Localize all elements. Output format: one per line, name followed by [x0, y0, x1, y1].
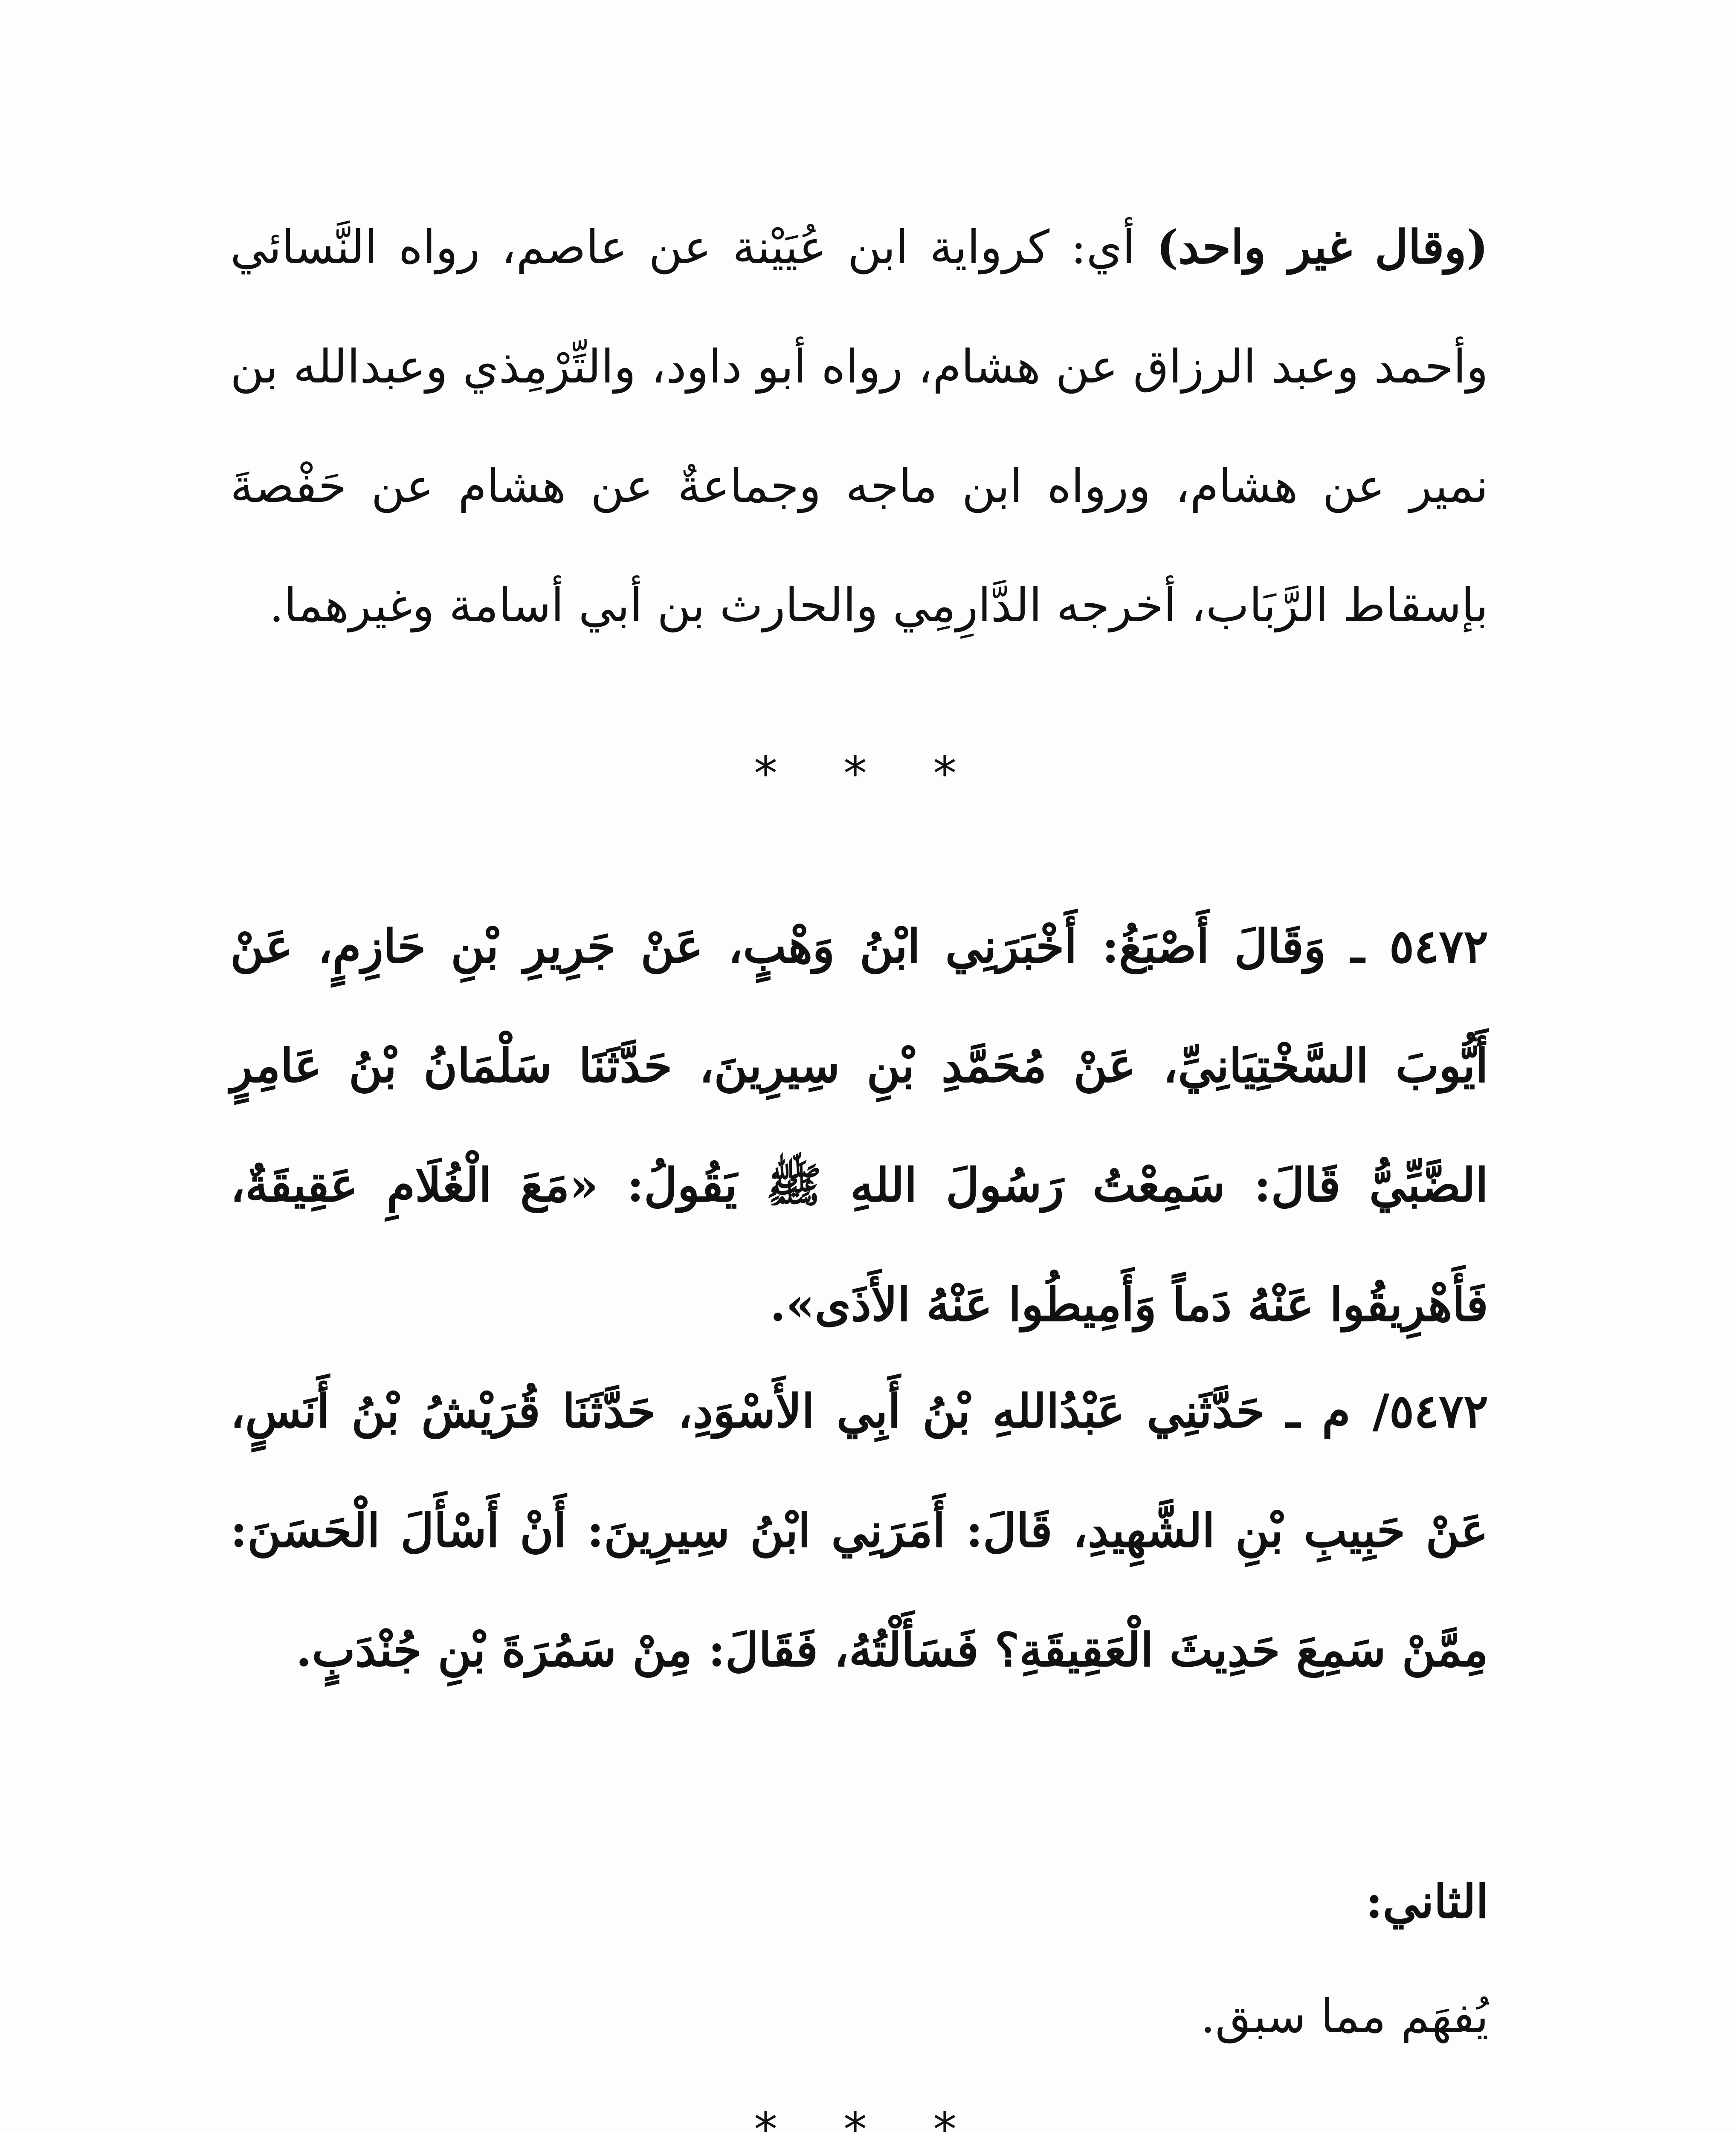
commentary-text: أي: كرواية ابن عُيَيْنة عن عاصم، رواه النَّسائي وأحمد وعبد الرزاق عن هشام، رواه أبو داود، والتِّرْمِذي وعبدالله بن نمير عن هشام، ورواه ابن ماجه وجماعةٌ عن هشام عن حَفْصةَ بإسقاط الرَّبَاب، أخرجه الدَّارِمِي والحارث بن أبي أسامة وغيرهما. — [230, 221, 1488, 632]
hadith-paragraph-5472 — [230, 887, 1488, 1364]
commentary-paragraph — [230, 188, 1488, 666]
commentary-lead: (وقال غير واحد) — [1156, 220, 1488, 274]
second-text: يُفهَم مما سبق. — [1200, 1990, 1489, 2043]
section-separator: * * * — [754, 2102, 982, 2132]
hadith-text: ـ حَدَّثَنِي عَبْدُاللهِ بْنُ أَبِي الأَسْوَدِ، حَدَّثَنَا قُرَيْشُ بْنُ أَنَسٍ، عَنْ حَبِيبِ بْنِ الشَّهِيدِ، قَالَ: أَمَرَنِي ابْنُ سِيرِينَ: أَنْ أَسْأَلَ الْحَسَنَ: مِمَّنْ سَمِعَ حَدِيثَ الْعَقِيقَةِ؟ فَسَأَلْتُهُ، فَقَالَ: مِنْ سَمُرَةَ بْنِ جُنْدَبٍ. — [230, 1385, 1488, 1677]
hadith-text: ـ وَقَالَ أَصْبَغُ: أَخْبَرَنِي ابْنُ وَهْبٍ، عَنْ جَرِيرِ بْنِ حَازِمٍ، عَنْ أَيُّوبَ السَّخْتِيَانِيِّ، عَنْ مُحَمَّدِ بْنِ سِيرِينَ، حَدَّثَنَا سَلْمَانُ بْنُ عَامِرٍ الضَّبِّيُّ قَالَ: سَمِعْتُ رَسُولَ اللهِ ﷺ يَقُولُ: «مَعَ الْغُلَامِ عَقِيقَةٌ، فَأَهْرِيقُوا عَنْهُ دَماً وَأَمِيطُوا عَنْهُ الأَذَى». — [230, 920, 1488, 1332]
hadith-number: ٥٤٧٢ — [1389, 920, 1488, 973]
section-separator: * * * — [754, 746, 982, 801]
hadith-number: ٥٤٧٢/ م — [1322, 1385, 1488, 1438]
second-heading: الثاني: — [1365, 1875, 1489, 1929]
hadith-paragraph-5472-m — [230, 1352, 1488, 1710]
